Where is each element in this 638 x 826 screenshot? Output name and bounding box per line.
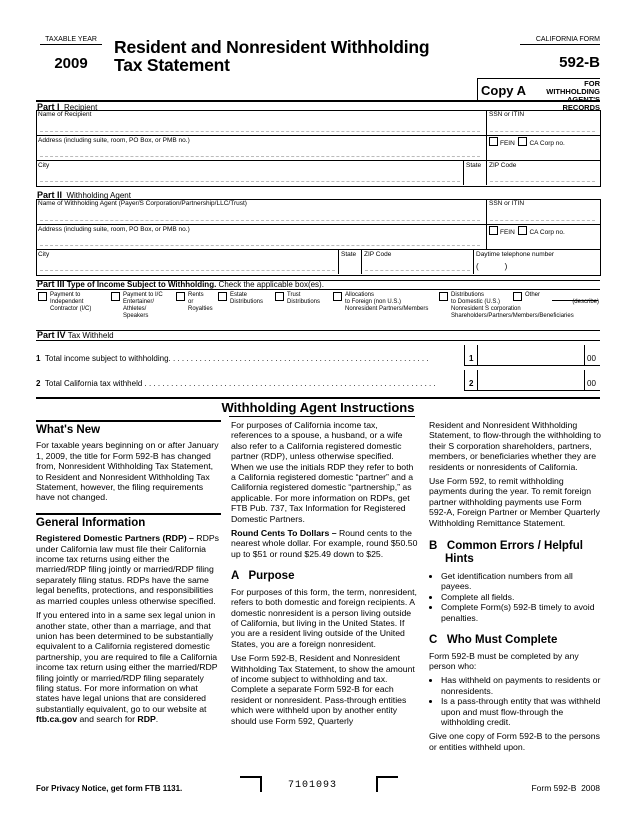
line1-text: Total income subject to withholding. . . . . . . . . . . . . . . . . . . . . . . . . . . . . . . . . . . . . . . . . . . . . . . . . . . . . . . . . . . [44,354,429,363]
comb-guide [490,131,595,132]
option-label: Speakers [123,313,149,319]
part1-ssn-divider [486,110,487,160]
list-item: • Complete all fields. [441,592,601,602]
line2-label [36,379,464,388]
agent-city-field[interactable] [37,260,337,273]
option-label: Shareholders/Partners/Members/Beneficiaries [451,313,574,319]
option-label: Distributions [230,299,264,305]
line1-amount-field[interactable] [477,348,583,364]
taxable-year-label: TAXABLE YEAR [40,36,102,45]
part4-number: Part IV [37,330,66,340]
part4-title: Tax Withheld [67,331,114,340]
comb-guide [490,220,595,221]
agent-phone-field[interactable] [476,262,596,273]
recipient-fein-label: FEIN [500,140,515,147]
part2-state-divider [338,249,339,274]
agent-state-label: State [341,251,357,258]
part2-title: Withholding Agent [66,191,131,200]
part2-row-rule-1 [36,224,600,225]
part4-heading [37,330,114,340]
agent-address-label: Address (including suite, room, PO Box, or PMB no.) [38,226,190,233]
list-item: • Has withheld on payments to residents or nonresidents. [441,675,601,696]
whats-new-heading: What's New [36,424,101,436]
errors-heading-line1: B Common Errors / Helpful [429,540,583,553]
line2-box-inner [477,370,478,390]
line2-number: 2 [36,379,41,388]
income-option-other[interactable] [513,292,599,306]
instructions-column-3 [429,420,601,756]
line2-cents-divider [584,370,585,390]
who-outro: Give one copy of Form 592-B to the persons or entities withheld upon. [429,731,600,752]
form-title-line2: Tax Statement [114,55,230,75]
option-label: Entertainer/ [123,299,155,305]
option-label: Independent [50,299,84,305]
same-sex-text: If you entered into in a same sex legal union in another state, other than a marriage, and that union has been determined to be substantially equivalent to a California registered domestic partnership, you are required to file a California income tax return using either the married/RDP filing jointly or married/RDP filing separately filing status. For more information on what states have legal unions that are considered substantially equivalent, go to our website at [36,610,218,714]
scan-mark-left [240,776,262,792]
instructions-column-1 [36,420,221,729]
line2-box-number: 2 [469,379,474,388]
part2-zip-divider [361,249,362,274]
part1-row-rule-1 [36,135,600,136]
list-item: • Is a pass-through entity that was withheld upon and must flow-through the withholding credit. [441,696,601,727]
line1-label [36,354,464,363]
part3-heading-rule [36,289,600,290]
line1-box-inner [477,345,478,365]
website-link[interactable]: ftb.ca.gov [36,714,78,725]
line2-box-bottom [464,390,600,391]
income-option-other-checkbox[interactable] [513,292,522,301]
income-option-ic[interactable] [38,292,91,313]
recipient-state-label: State [466,162,482,169]
income-option-ic-checkbox[interactable] [38,292,47,301]
option-label: Allocations [345,292,375,298]
comb-guide [40,131,480,132]
option-label: Other [525,292,541,298]
comb-guide [365,270,470,271]
recipient-name-label: Name of Recipient [38,111,92,118]
option-label: Royalties [188,306,213,312]
option-label: Trust [287,292,301,298]
recipient-address-field[interactable] [37,146,485,159]
comb-guide [40,181,460,182]
agent-ssn-label: SSN or ITIN [489,200,525,207]
recipient-city-field[interactable] [37,171,462,184]
part3-instruction: Check the applicable box(es). [218,280,324,289]
flow-through-text: Resident and Nonresident Withholding Statement, to flow-through the withholding to their S corporation shareholders, partners, members, or beneficiaries whether they are residents or nonresidents of California. [429,420,601,472]
part4-top-rule [36,330,600,331]
income-option-estate[interactable] [218,292,263,306]
agent-phone-label: Daytime telephone number [476,251,555,258]
line1-box-left [464,345,465,365]
who-must-complete-heading: C Who Must Complete [429,634,558,647]
option-label: or [188,299,194,305]
scan-mark-right [376,776,398,792]
option-label: Distributions [451,292,485,298]
part2-row-rule-2 [36,249,600,250]
income-option-entertainer-checkbox[interactable] [111,292,120,301]
recipient-fein-option [489,137,565,147]
line1-box-number: 1 [469,354,474,363]
whats-new-text: For taxable years beginning on or after January 1, 2009, the title for Form 592-B has changed from, Nonresident Withholding Tax Statement, to Resident and Nonresident Withholding Tax Statement, however, the filing requirements have not changed. [36,440,219,503]
privacy-notice: For Privacy Notice, get form FTB 1131. [36,784,183,793]
recipient-ssn-label: SSN or ITIN [489,111,525,118]
part3-title: Type of Income Subject to Withholding. [66,280,217,289]
form-number: 592-B [559,54,600,71]
form-code: 7101093 [288,780,338,791]
rounding-paragraph [231,528,418,559]
option-label: Nonresident Partners/Members [345,306,429,312]
part4-heading-rule [36,340,600,341]
part3-heading [37,279,324,289]
part3-number: Part III [37,279,65,289]
form-reference: Form 592-B 2008 [531,783,600,793]
remit-text: Use Form 592, to remit withholding payments during the year. To remit foreign partner withholding payments use Form 592-A, Foreign Partner or Member Quarterly Withholding Remittance Statement. [429,476,600,528]
tax-year: 2009 [54,55,88,72]
part1-title: Recipient [63,103,98,112]
agent-fein-checkbox[interactable] [489,226,498,235]
option-label: Athletes/ [123,306,147,312]
recipient-fein-checkbox[interactable] [489,137,498,146]
income-option-trust[interactable] [275,292,320,306]
option-label: to Domestic (U.S.) [451,299,501,305]
line2-cents: 00 [587,379,596,388]
other-describe-line [552,300,598,301]
form-title [114,38,429,74]
copy-note-line2: AGENT'S RECORDS [562,95,600,112]
rounding-text: Round cents to the nearest whole dollar. For example, round $50.50 up to $51 or round $25.49 down to $25. [231,528,418,559]
comb-guide [490,181,595,182]
option-label: Nonresident S corporation [451,306,521,312]
line1-cents: 00 [587,354,596,363]
income-option-estate-checkbox[interactable] [218,292,227,301]
purpose-paragraph-2: Use Form 592-B, Resident and Nonresident Withholding Tax Statement, to show the amount of income subject to withholding and tax. Complete a separate Form 592-B for each resident or nonresident. Pass-through entities which were withheld upon by another entity should use Form 592, Quarterly [231,653,415,726]
income-option-foreign-allocations[interactable] [333,292,428,313]
option-label: Estate [230,292,248,298]
errors-heading-line2: Hints [445,553,474,566]
comb-guide [40,270,335,271]
part2-phone-divider [473,249,474,274]
errors-list [429,571,601,623]
copy-note-line1: FOR WITHHOLDING [546,79,600,96]
part1-zip-divider [486,160,487,185]
instructions-title-rule [229,416,415,417]
line2-amount-field[interactable] [477,373,583,389]
option-label: Payment to I/C [123,292,163,298]
comb-guide [40,220,480,221]
rdp-bold: Registered Domestic Partners (RDP) – [36,533,194,544]
copy-label: Copy A [481,83,527,98]
line1-cents-divider [584,345,585,365]
copy-rule-left [477,78,478,100]
part1-row-rule-2 [36,160,600,161]
form-title-line1: Resident and Nonresident Withholding [114,37,430,57]
part1-state-divider [463,160,464,185]
option-label: Contractor (I/C) [50,306,92,312]
income-option-foreign-allocations-checkbox[interactable] [333,292,342,301]
agent-name-label: Name of Withholding Agent (Payer/S Corporation/Partnership/LLC/Trust) [38,200,247,207]
comb-guide [40,156,480,157]
instructions-title: Withholding Agent Instructions [221,400,415,415]
instructions-top-rule [36,397,600,399]
agent-address-field[interactable] [37,235,485,248]
rdp-reference-text: For purposes of California income tax, references to a spouse, a husband, or a wife also refer to a California registered domestic partner (RDP), unless otherwise specified. When we use the initials RDP they refer to both a California registered domestic “partner” and a California registered domestic “partnership,” as applicable. For more information on RDPs, get FTB Pub. 737, Tax Information for Registered Domestic Partners. [231,420,414,524]
income-option-rents-checkbox[interactable] [176,292,185,301]
option-label: Payment to [50,292,81,298]
rdp-paragraph [36,533,221,606]
recipient-ca-corp-label: CA Corp no. [529,140,565,147]
general-info-heading: General Information [36,516,146,529]
same-sex-paragraph: If you entered into in a same sex legal union in another state, other than a marriage, and that union has been determined to be substantially equivalent to a California registered domestic partnership, you are required to file a California income tax return using either the married/RDP filing jointly or married/RDP filing separately filing status. For more information on what states have legal unions that are considered substantially equivalent, go to our website at ftb.ca.gov and search for RDP. [36,610,218,725]
copy-note [530,80,600,112]
part2-number: Part II [37,190,63,200]
option-label: Rents [188,292,204,298]
rounding-bold: Round Cents To Dollars – [231,528,337,539]
line2-box-left [464,370,465,390]
income-option-entertainer[interactable] [111,292,163,320]
comb-guide [40,245,480,246]
income-option-trust-checkbox[interactable] [275,292,284,301]
phone-open-paren: ( [476,262,479,271]
agent-ca-corp-label: CA Corp no. [529,229,565,236]
phone-close-paren: ) [504,262,508,271]
recipient-zip-label: ZIP Code [489,162,517,169]
agent-fein-label: FEIN [500,229,515,236]
who-list [429,675,601,727]
line1-box-bottom [464,365,600,366]
purpose-heading: A Purpose [231,570,295,583]
instructions-column-2 [231,420,418,730]
income-option-rents[interactable] [176,292,213,313]
list-item: • Complete Form(s) 592-B timely to avoid penalties. [441,602,601,623]
search-term: RDP [137,714,156,725]
agent-ca-corp-checkbox[interactable] [518,226,527,235]
list-item: • Get identification numbers from all payees. [441,571,601,592]
option-label: Distributions [287,299,321,305]
agent-fein-option [489,226,565,236]
option-label: to Foreign (non U.S.) [345,299,402,305]
income-option-domestic-distributions-checkbox[interactable] [439,292,448,301]
agent-city-label: City [38,251,50,258]
rdp-text: RDPs under California law must file their California income tax returns using either the married/RDP filing jointly or married/RDP filing separately filing status. RDPs have the same legal benefits, protections, and responsibilities as married couples unless otherwise specified. [36,533,219,606]
copy-rule-top [477,78,600,79]
recipient-address-label: Address (including suite, room, PO Box, or PMB no.) [38,137,190,144]
search-text: and search for [79,714,135,725]
part1-top-rule [36,100,600,102]
agent-zip-label: ZIP Code [364,251,392,258]
who-intro: Form 592-B must be completed by any person who: [429,650,579,671]
option-label: (describe) [572,299,599,305]
line1-number: 1 [36,354,41,363]
line2-text: Total California tax withheld . . . . . . . . . . . . . . . . . . . . . . . . . . . . . . . . . . . . . . . . . . . . . . . . . . . . . . . . . . . . . . . . . . [44,379,436,388]
errors-heading [429,540,601,566]
recipient-ca-corp-checkbox[interactable] [518,137,527,146]
state-form-label: CALIFORNIA FORM [520,36,600,45]
part1-number: Part I [37,102,60,112]
part2-ssn-divider [486,199,487,249]
purpose-paragraph-1: For purposes of this form, the term, nonresident, refers to both domestic and foreign recipients. A domestic nonresident is a person living outside of California, but living in the United States. If you are a resident living outside of the United States, you are a foreign nonresident. [231,586,417,649]
recipient-city-label: City [38,162,50,169]
